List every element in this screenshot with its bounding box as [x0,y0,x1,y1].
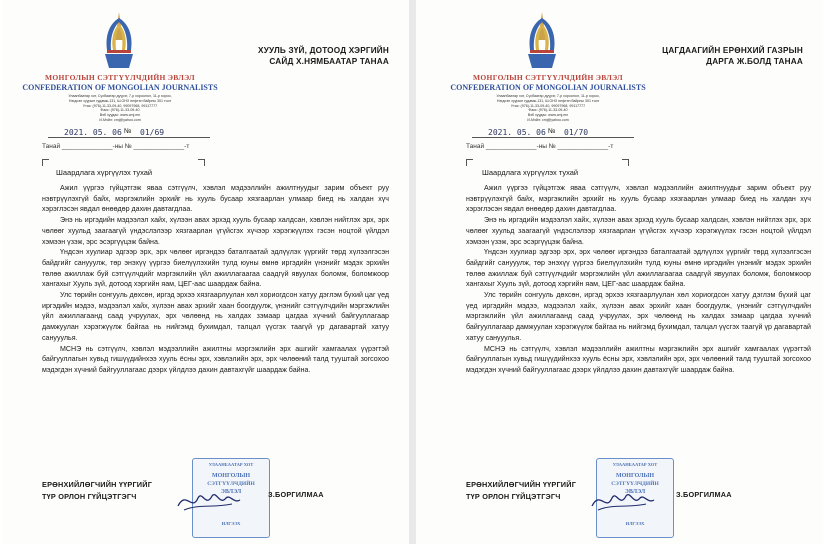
contact-line: И-Мэйл: cmj@yahoo.com [99,117,141,122]
letter-body [466,183,811,376]
letter-number: 01/69 [140,128,165,137]
recipient-line: ДАРГА Ж.БОЛД ТАНАА [706,56,803,66]
recipient-line: ЦАГДААГИЙН ЕРӨНХИЙ ГАЗРЫН [662,46,803,55]
corner-mark [622,159,629,166]
stamp-text: МОНГОЛЫН [615,473,655,479]
org-contacts [10,94,230,123]
recipient-line: ХУУЛЬ ЗҮЙ, ДОТООД ХЭРГИЙН [258,46,389,55]
stamp-text: СЭТГҮҮЛЧДИЙН [207,481,255,487]
contact-line: Факс: (976)-11-33-09-40 [528,108,568,113]
body-paragraph: Улс төрийн сонгууль дөхсөн, иргэд эрхээ хязгаарлуулан хөл хориогдсон хатуу дэглэм бүхий цаг үед иргэдийн мэдээ, мэдээлэл хайх, хүлээн авах эрхийг хаан боогдуулж, үнэнийг сэтгүүлчдийн мэргэжлийн үйл ажиллагаанд саад учруулах, эрх чөлөөнд нь халдах зэмаар цагдаа хүчний байгууллагаар дамжуулан хэрэгжүүлж байгаа нь нийгэмд бухимдал, талцал үүсгэх таагүй үр дагавартай хатуу санууулья. [42,291,389,342]
body-paragraph: Ажил үүргээ гүйцэтгэж яваа сэтгүүлч, хэвлэл мэдээллийн ажилтнуудыг зарим объект руу нэвтрүүлэхгүй байх, мэргэжлийн эрхийг нь хууль бусаар хязгаарлан улмаар биед нь халдан хүч хэрэглэсэн явдал өнөөдөр дахин давтагдлаа. [466,184,811,214]
body-paragraph: Энэ нь иргэдийн мэдээлэл хайх, хүлээн авах эрхэд хууль бусаар халдсан, хэвлэн нийтлэх эрх, эрх чөлөөг хуульд заагаагүй үндэслэлээр хязгаарлан үгүйсгэх хүчээр хэрэгжүүлэх гэсэн ноцтой үйлдэл хэмээн үзэж, эрс эсэргүүцэж байна. [42,216,389,246]
contact-line: Улаанбаатар хот, Сүхбаатар дүүрэг, 7-р хороолол, 11-р хороо, [496,94,600,98]
stamp-text: ЭВЛЭЛ [220,489,242,495]
signatory-name: З.БОРГИЛМАА [268,490,324,499]
stamp-text: МОНГОЛЫН [211,473,251,479]
union-logo-icon [522,10,562,72]
reply-reference: Танай ______________-ны № ______________-т [466,143,614,150]
contact-line: Утас: (976)-11-33-09-40, 99097968, 99117777 [82,103,158,108]
signature-title-line: ТҮР ОРЛОН ГҮЙЦЭТГЭГЧ [42,491,137,501]
stamp-text: УЛААНБААТАР ХОТ [208,462,254,467]
body-paragraph: Энэ нь иргэдийн мэдээлэл хайх, хүлээн авах эрхэд хууль бусаар халдсан, хэвлэн нийтлэх эрх, эрх чөлөөг хуульд заагаагүй үндэслэлээр хязгаарлан үгүйсгэх хүчээр хэрэгжүүлэх гэсэн ноцтой үйлдэл хэмээн үзэж, эрс эсэргүүцэж байна. [466,216,811,246]
org-name-en: CONFEDERATION OF MONGOLIAN JOURNALISTS [450,83,646,92]
reply-reference: Танай ______________-ны № ______________-т [42,143,190,150]
signatory-name: З.БОРГИЛМАА [676,490,732,499]
contact-line: Улаанбаатар хот, Сүхбаатар дүүрэг, 7-р хороолол, 11-р хороо, [68,94,172,98]
recipient-line: САЙД Х.НЯМБААТАР ТАНАА [269,56,389,66]
recipient-block [662,46,803,67]
org-name-mn: МОНГОЛЫН СЭТГҮҮЛЧДИЙН ЭВЛЭЛ [45,73,195,82]
body-paragraph: Үндсэн хуулиар эдгээр эрх, эрх чөлөөг иргэндээ баталгаатай эдлүүлэх үүргийг төрд хүлээлгэсэн байдгийг санууулж, төр энэхүү үүргээ биелүүлэхийн тулд юуны өмнө иргэдийн үнэнийг мэдэх эрхийн төлөө ажиллаж буй сэтгүүлчдийг мэргэжлийн үйл ажиллагаагаа саадгүй явуулах боломж, боломжоор хангахыг Хууль зүй, дотоод хэргийн яам, ЦЕГ-аас шаардаж байна. [466,248,811,289]
contact-line: Нэгдсэн хуурын гудамж-131, Ш.ОНЗ нефтэн байрны 301 тоот [68,98,172,103]
body-paragraph: Ажил үүргээ гүйцэтгэж яваа сэтгүүлч, хэвлэл мэдээллийн ажилтнуудыг зарим объект руу нэвтрүүлэхгүй байх, мэргэжлийн эрхийг нь хууль бусаар хязгаарлан улмаар биед нь халдан хүч хэрэглэсэн явдал өнөөдөр дахин давтагдлаа. [42,184,389,214]
org-name-mn: МОНГОЛЫН СЭТГҮҮЛЧДИЙН ЭВЛЭЛ [473,73,623,82]
body-paragraph: МСНЭ нь сэтгүүлч, хэвлэл мэдээллийн ажилтны мэргэжлийн эрх ашгийг хамгаалах үүрэгтэй байгууллагын хувьд гишүүдийнхээ хууль ёсны эрх, хэвлэлийн эрх, эрх чөлөөний талд тууштай зогсохоо мэдэгдэн хүчний байгууллагаас дээрх үйлдлээ дахин давтахгүйг шаардаж байна. [42,344,389,374]
stamp-text: СЭТГҮҮЛЧДИЙН [611,481,659,487]
contact-line: Нэгдсэн хуурын гудамж-131, Ш.ОНЗ нефтэн байрны 301 тоот [496,98,600,103]
body-paragraph: Үндсэн хуулиар эдгээр эрх, эрх чөлөөг иргэндээ баталгаатай эдлүүлэх үүргийг төрд хүлээлгэсэн байдгийг санууулж, төр энэхүү үүргээ биелүүлэхийн тулд юуны өмнө иргэдийн үнэнийг мэдэх эрхийн төлөө ажиллаж буй сэтгүүлчдийг мэргэжлийн үйл ажиллагаагаа саадгүй явуулах боломж, боломжоор хангахыг Хууль зүй, дотоод хэргийн яам, ЦЕГ-аас шаардаж байна. [42,248,389,289]
number-label: № [124,128,132,135]
signature-title [466,479,576,502]
stamp-text: УЛААНБААТАР ХОТ [612,462,658,467]
signature-title-line: ТҮР ОРЛОН ГҮЙЦЭТГЭГЧ [466,491,561,501]
org-name-en: CONFEDERATION OF MONGOLIAN JOURNALISTS [22,83,218,92]
signature-icon [174,486,244,516]
letter-number: 01/70 [564,128,589,137]
letter-right [416,0,823,544]
contact-line: Факс: (976)-11-33-09-40 [100,108,140,113]
letter-date: 2021. 05. 06 [64,128,122,137]
contact-line: Вэб хуудас: www.cmj.mn [99,113,141,118]
corner-mark [466,159,473,166]
letter-left [2,0,409,544]
signature-title [42,479,152,502]
reference-underline [48,137,210,138]
org-contacts [438,94,658,123]
letter-subject: Шаардлага хүргүүлэх тухай [56,168,153,177]
corner-mark [198,159,205,166]
body-paragraph: Улс төрийн сонгууль дөхсөн, иргэд эрхээ хязгаарлуулан хөл хориогдсон хатуу дэглэм бүхий цаг үед иргэдийн мэдээ, мэдээлэл хайх, хүлээн авах эрхийг хаан боогдуулж, үнэнийг сэтгүүлчдийн мэргэжлийн үйл ажиллагаанд саад учруулах, эрх чөлөөнд нь халдах зэмаар цагдаа хүчний байгууллагаар дамжуулан хэрэгжүүлж байгаа нь нийгэмд бухимдал, талцал үүсгэх таагүй үр дагавартай хатуу санууулья. [466,291,811,342]
signature-title-line: ЕРӨНХИЙЛӨГЧИЙН ҮҮРГИЙГ [42,480,153,489]
org-header [10,73,230,92]
union-logo-icon [99,10,139,72]
recipient-block [258,46,389,67]
stamp-text: ЭВЛЭЛ [624,489,646,495]
body-paragraph: МСНЭ нь сэтгүүлч, хэвлэл мэдээллийн ажилтны мэргэжлийн эрх ашгийг хамгаалах үүрэгтэй байгууллагын хувьд гишүүдийнхээ хууль ёсны эрх, хэвлэлийн эрх, эрх чөлөөний талд тууштай зогсохоо мэдэгдэн хүчний байгууллагаас дээрх үйлдлээ дахин давтахгүйг шаардаж байна. [466,344,811,374]
signature-icon [588,486,658,516]
letter-date: 2021. 05. 06 [488,128,546,137]
letter-subject: Шаардлага хүргүүлэх тухай [482,168,579,177]
number-label: № [548,128,556,135]
page-divider [409,0,416,544]
org-header [438,73,658,92]
letter-body [42,183,389,376]
contact-line: Вэб хуудас: www.cmj.mn [527,113,569,118]
contact-line: Утас: (976)-11-33-09-40, 99097968, 99117777 [510,103,586,108]
stamp-text: ИЛГЭЭХ [625,521,645,526]
signature-title-line: ЕРӨНХИЙЛӨГЧИЙН ҮҮРГИЙГ [466,480,577,489]
corner-mark [42,159,49,166]
reference-underline [472,137,634,138]
stamp-text: ИЛГЭЭХ [221,521,241,526]
contact-line: И-Мэйл: cmj@yahoo.com [527,117,569,122]
